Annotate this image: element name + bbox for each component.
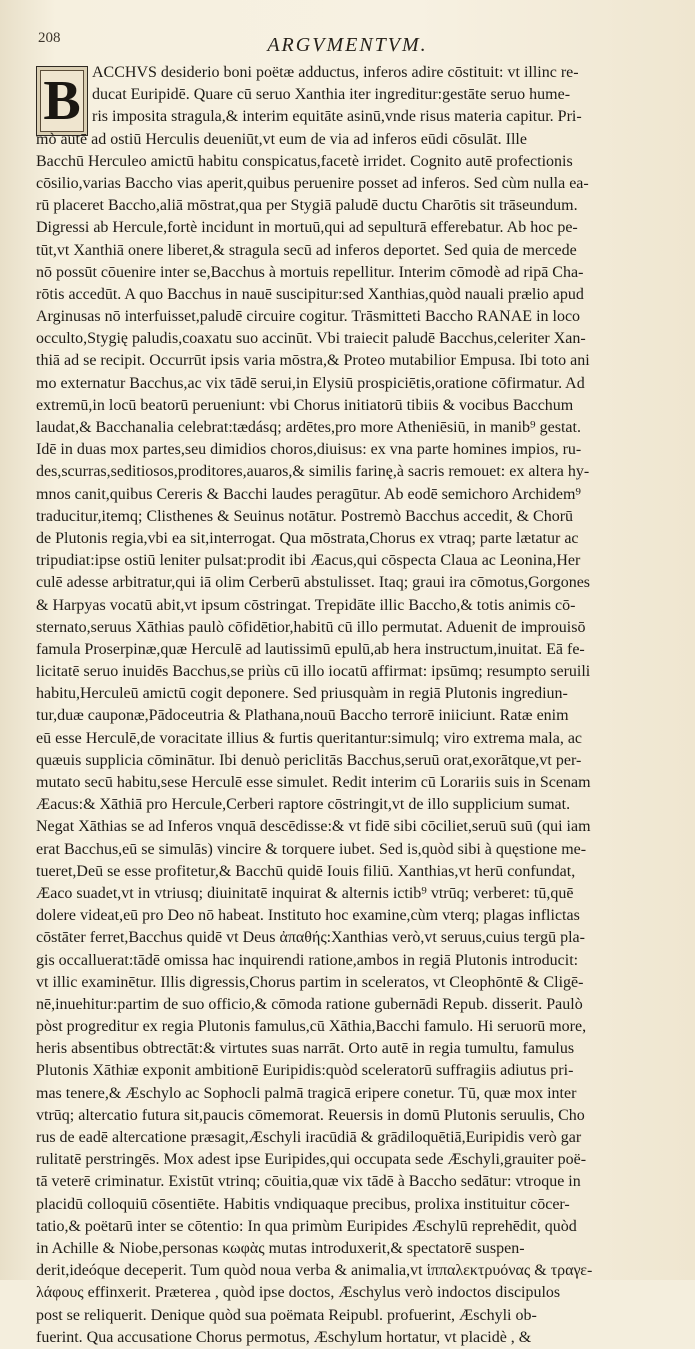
text-line: gis occalluerat:tādē omissa hac inquirendi ratione,ambos in regiā Plutonis introducit:: [36, 951, 579, 969]
text-line: ducat Euripidē. Quare cū seruo Xanthia iter ingreditur:gestāte seruo hume-: [92, 86, 571, 104]
text-line: dolere videat,eū pro Deo nō habeat. Instituto hoc examine,cùm vterq; plagas inflictas: [36, 907, 580, 925]
text-line: cōsilio,varias Baccho vias aperit,quibus peruenire posset ad inferos. Sed cùm nulla ea-: [36, 174, 589, 192]
text-line: Arginusas nō interfuisset,paludē circuire cogitur. Trāsmitteti Baccho RANAE in loco: [36, 308, 581, 326]
text-line: thiā ad se recipit. Occurrūt ipsis varia mōstra,& Proteo mutabilior Empusa. Ibi toto ani: [36, 352, 590, 370]
text-line: λάφους effinxerit. Præterea , quòd ipse doctos, Æschylus verò indoctos discipulos: [36, 1284, 561, 1302]
argument-text: [36, 62, 664, 1349]
text-line: tueret,Deū se esse profitetur,& Bacchū quidē Iouis filiū. Xanthias,vt herū confundat,: [36, 862, 576, 880]
text-line: habitu,Herculeū amictū cogit deponere. Sed priusquàm in regiā Plutonis ingrediun-: [36, 685, 568, 703]
text-line: vtrūq; altercatio futura sit,paucis cōmemorat. Reuersis in domū Plutonis seruulis, Cho: [36, 1106, 585, 1124]
text-line: mutato secū habitu,sese Herculē esse simulet. Redit interim cū Lorariis suis in Scenam: [36, 774, 591, 791]
text-line: mas tenere,& Æschylo ac Sophocli palmā tragicā eripere conetur. Tū, quæ mox inter: [36, 1084, 577, 1102]
argument-heading: ARGVMENTVM.: [267, 34, 428, 56]
text-line: rōtis accedūt. A quo Bacchus in nauē suscipitur:sed Xanthias,quòd nauali prælio apud: [36, 285, 584, 303]
text-line: mo externatur Bacchus,ac vix tādē serui,in Elysiū prospiciētis,oratione cōfirmatur. Ad: [36, 374, 585, 392]
text-line: de Plutonis regia,vbi ea sit,interrogat. Qua mōstrata,Chorus ex vtraq; parte lætatur ac: [36, 529, 579, 547]
text-line: quæuis supplicia cōminātur. Ibi denuò periclitās Bacchus,seruū orat,exorātque,vt per-: [36, 751, 582, 769]
text-line: mnos canit,quibus Cereris & Bacchi laudes peragūtur. Ab eodē semichoro Archidem⁹: [36, 485, 581, 503]
text-line: famula Proserpinæ,quæ Herculē ad lautissimū epulū,ab hera instructum,inuitat. Eā fe-: [36, 640, 585, 658]
text-line: nē,inuehitur:partim de suo officio,& cōmoda ratione gubernādi Repub. disserit. Paulò: [36, 995, 583, 1013]
text-line: tripudiat:ipse ostiū leniter pulsat:prodit ibi Æacus,qui cōspecta Claua ac Leonina,Her: [36, 552, 581, 570]
text-line: eū esse Herculē,de voracitate illius & furtis queritantur:simulq; viro extrema mala, ac: [36, 729, 583, 747]
text-line: Digressi ab Hercule,fortè incidunt in mortuū,qui ad sepulturā efferebatur. Ab hoc pe-: [36, 219, 578, 237]
text-line: fuerint. Qua accusatione Chorus permotus, Æschylum hortatur, vt placidè , &: [36, 1328, 532, 1346]
text-line: derit,ideóque deceperit. Tum quòd noua verba & animalia,vt ἱππαλεκτρυόνας & τραγε-: [36, 1262, 593, 1280]
text-line: mò autē ad ostiū Herculis deueniūt,vt eum de via ad inferos eūdi cōsulāt. Ille: [36, 130, 527, 148]
text-line: occulto,Stygię paludis,coaxatu suo accinūt. Vbi traiecit paludē Bacchus,celeriter Xan-: [36, 330, 586, 348]
text-line: in Achille & Niobe,personas κωφὰς mutas introduxerit,& spectatorē suspen-: [36, 1239, 525, 1257]
text-line: Plutonis Xāthiæ exponit ambitionē Euripidis:quòd sceleratorū suffragiis adiutus pri-: [36, 1062, 574, 1080]
text-line: ACCHVS desiderio boni poëtæ adductus, inferos adire cōstituit: vt illinc re-: [92, 64, 579, 81]
text-line: erat Bacchus,eū se simulās) vincire & torquere iubet. Sed is,quòd sibi à quęstione me-: [36, 840, 587, 858]
text-line: Æacus:& Xāthiā pro Hercule,Cerberi raptore cōstringit,vt de illo supplicium sumat.: [36, 796, 571, 814]
text-line: tur,duæ cauponæ,Pādoceutria & Plathana,nouū Baccho terrorē iniiciunt. Ratæ enim: [36, 707, 569, 725]
text-line: sternato,seruus Xāthias paulò cōfidētior,habitū cū illo permutat. Aduenit de improuisō: [36, 618, 586, 636]
text-line: culē adesse arbitratur,qui iā olim Cerberū abstulisset. Itaq; graui ira cōmotus,Gorgones: [36, 574, 591, 592]
text-line: post se reliquerit. Denique quòd sua poëmata Reipubl. profuerint, Æschyli ob-: [36, 1306, 537, 1324]
text-line: Bacchū Herculeo amictū habitu conspicatus,facetè irridet. Cognito autē profectionis: [36, 152, 573, 170]
text-line: des,scurras,seditiosos,proditores,auaros,& similis farinę,à sacris remouet: ex altera hy-: [36, 463, 590, 481]
text-line: ris imposita stragula,& interim equitāte asinū,vnde risus materia capitur. Pri-: [92, 108, 582, 126]
text-line: cōstāter ferret,Bacchus quidē vt Deus ἀπαθής:Xanthias verò,vt seruus,cuius tergū pla-: [36, 929, 585, 947]
text-line: heris absentibus obtrectāt:& virtutes suas narrāt. Orto autē in regia tumultu, famulus: [36, 1040, 575, 1058]
text-line: Æaco suadet,vt in vtriusq; diuinitatē inquirat & alternis ictib⁹ vtrūq; verberet: tū,quē: [36, 884, 574, 902]
text-line: & Harpyas vocatū abit,vt ipsum cōstringat. Trepidāte illic Baccho,& totis animis cō-: [36, 596, 576, 614]
text-line: tā veterē criminatur. Existūt vtrinq; cōuitia,quæ vix tādē à Baccho sedātur: vtroque in: [36, 1173, 581, 1191]
text-line: rus de eadē altercatione præsagit,Æschyli iracūdiā & grādiloquētiā,Euripidis verò gar: [36, 1129, 582, 1146]
text-line: tūt,vt Xanthiā onere liberet,& stragula secū ad inferos deportet. Sed quia de mercede: [36, 241, 577, 259]
text-line: rulitatē perstringēs. Mox adest ipse Euripides,qui occupata sede Æschyli,grauiter poë-: [36, 1151, 587, 1169]
text-line: Negat Xāthias se ad Inferos vnquā descēdisse:& vt fidē sibi cōciliet,seruū suū (qui iam: [36, 818, 591, 836]
decorated-initial: B: [36, 66, 88, 136]
text-line: nō possūt cōuenire inter se,Bacchus à mortuis repellitur. Interim cōmodè ad ripā Cha-: [36, 263, 584, 281]
text-line: extremū,in locū beatorū perueniunt: vbi Chorus initiatorū tibiis & vocibus Bacchum: [36, 396, 574, 414]
page-number: 208: [38, 30, 61, 46]
text-line: vt illic examinētur. Illis digressis,Chorus partim in sceleratos, vt Cleophōntē & Cligē-: [36, 973, 584, 991]
text-line: Idē in duas mox partes,seu dimidios choros,diuisus: ex vna parte homines impios, ru-: [36, 441, 582, 459]
text-line: licitatē seruo inuidēs Bacchus,se priùs cū illo iocatū affirmat: ipsūmq; resumpto seruili: [36, 663, 591, 681]
text-line: rū placeret Baccho,aliā mōstrat,qua per Stygiā paludē ductu Charōtis sit trāseundum.: [36, 197, 578, 215]
text-line: placidū colloquiū cōsentiēte. Habitis vndiquaque precibus, prolixa instituitur cōcer-: [36, 1195, 570, 1213]
text-line: traducitur,itemq; Clisthenes & Seuinus notātur. Postremò Bacchus accedit, & Chorū: [36, 507, 574, 525]
text-line: tatio,& poëtarū inter se cōtentio: In qua primùm Euripides Æschylū reprehēdit, quòd: [36, 1217, 577, 1235]
text-line: pòst progreditur ex regia Plutonis famulus,cū Xāthia,Bacchi famulo. Hi seruorū more,: [36, 1018, 587, 1036]
text-line: laudat,& Bacchanalia celebrat:tædásq; ardētes,pro more Atheniēsiū, in manib⁹ gestat.: [36, 419, 581, 436]
